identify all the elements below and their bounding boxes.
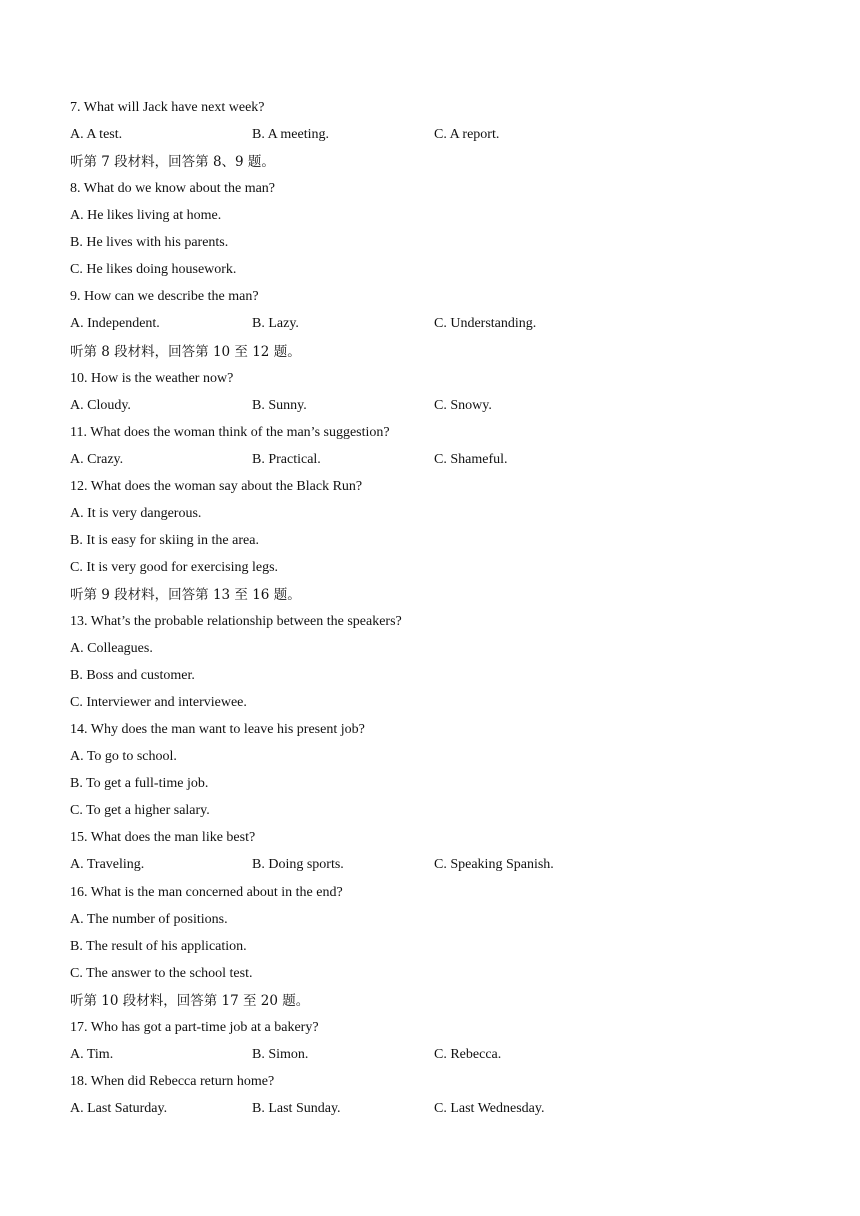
question-line: 9. How can we describe the man? <box>70 289 259 305</box>
option-a: A. Cloudy. <box>70 397 131 413</box>
question-line: 15. What does the man like best? <box>70 830 256 846</box>
section-instruction: 听第 7 段材料，回答第 8、9 题。 <box>70 154 275 171</box>
option-c: C. Understanding. <box>434 316 537 332</box>
question-line: 12. What does the woman say about the Black Run? <box>70 478 363 494</box>
option-a: A. Last Saturday. <box>70 1100 168 1116</box>
option-c: C. Rebecca. <box>434 1046 502 1062</box>
option-a: A. Tim. <box>70 1046 114 1062</box>
question-line: 11. What does the woman think of the man’s suggestion? <box>70 424 390 440</box>
question-line: 13. What’s the probable relationship between the speakers? <box>70 614 402 629</box>
option-a: A. Traveling. <box>70 857 145 873</box>
option-b: B. Practical. <box>252 451 321 467</box>
option-c: C. A report. <box>434 127 500 142</box>
question-line: A. He likes living at home. <box>70 208 222 224</box>
question-line: 18. When did Rebecca return home? <box>70 1073 275 1089</box>
question-line: C. It is very good for exercising legs. <box>70 559 279 575</box>
option-b: B. Sunny. <box>252 397 307 413</box>
question-line: B. To get a full-time job. <box>70 776 209 792</box>
question-line: A. Colleagues. <box>70 641 153 656</box>
question-line: 8. What do we know about the man? <box>70 181 276 197</box>
option-b: B. A meeting. <box>252 127 329 142</box>
section-instruction: 听第 9 段材料，回答第 13 至 16 题。 <box>70 586 301 603</box>
question-line: B. It is easy for skiing in the area. <box>70 532 259 548</box>
question-line: C. To get a higher salary. <box>70 803 210 819</box>
option-b: B. Simon. <box>252 1046 309 1062</box>
question-line: 14. Why does the man want to leave his present job? <box>70 722 365 738</box>
question-line: A. The number of positions. <box>70 911 228 927</box>
question-line: A. It is very dangerous. <box>70 505 202 521</box>
question-line: B. The result of his application. <box>70 938 247 954</box>
question-line: 17. Who has got a part-time job at a bakery? <box>70 1019 319 1035</box>
option-c: C. Snowy. <box>434 397 492 413</box>
question-line: C. He likes doing housework. <box>70 262 237 278</box>
option-c: C. Speaking Spanish. <box>434 857 554 873</box>
option-a: A. Crazy. <box>70 451 124 467</box>
question-line: A. To go to school. <box>70 749 177 765</box>
question-line: B. Boss and customer. <box>70 668 195 684</box>
question-line: B. He lives with his parents. <box>70 235 229 251</box>
section-instruction: 听第 8 段材料，回答第 10 至 12 题。 <box>70 343 301 360</box>
option-b: B. Lazy. <box>252 316 299 332</box>
option-a: A. Independent. <box>70 316 160 332</box>
question-line: 10. How is the weather now? <box>70 370 234 386</box>
question-line: C. Interviewer and interviewee. <box>70 695 247 711</box>
question-line: 7. What will Jack have next week? <box>70 100 265 115</box>
question-line: C. The answer to the school test. <box>70 965 253 981</box>
section-instruction: 听第 10 段材料，回答第 17 至 20 题。 <box>70 992 310 1009</box>
option-a: A. A test. <box>70 127 123 142</box>
question-line: 16. What is the man concerned about in the end? <box>70 884 343 900</box>
option-c: C. Shameful. <box>434 451 508 467</box>
option-c: C. Last Wednesday. <box>434 1100 545 1116</box>
option-b: B. Last Sunday. <box>252 1100 341 1116</box>
option-b: B. Doing sports. <box>252 857 344 873</box>
